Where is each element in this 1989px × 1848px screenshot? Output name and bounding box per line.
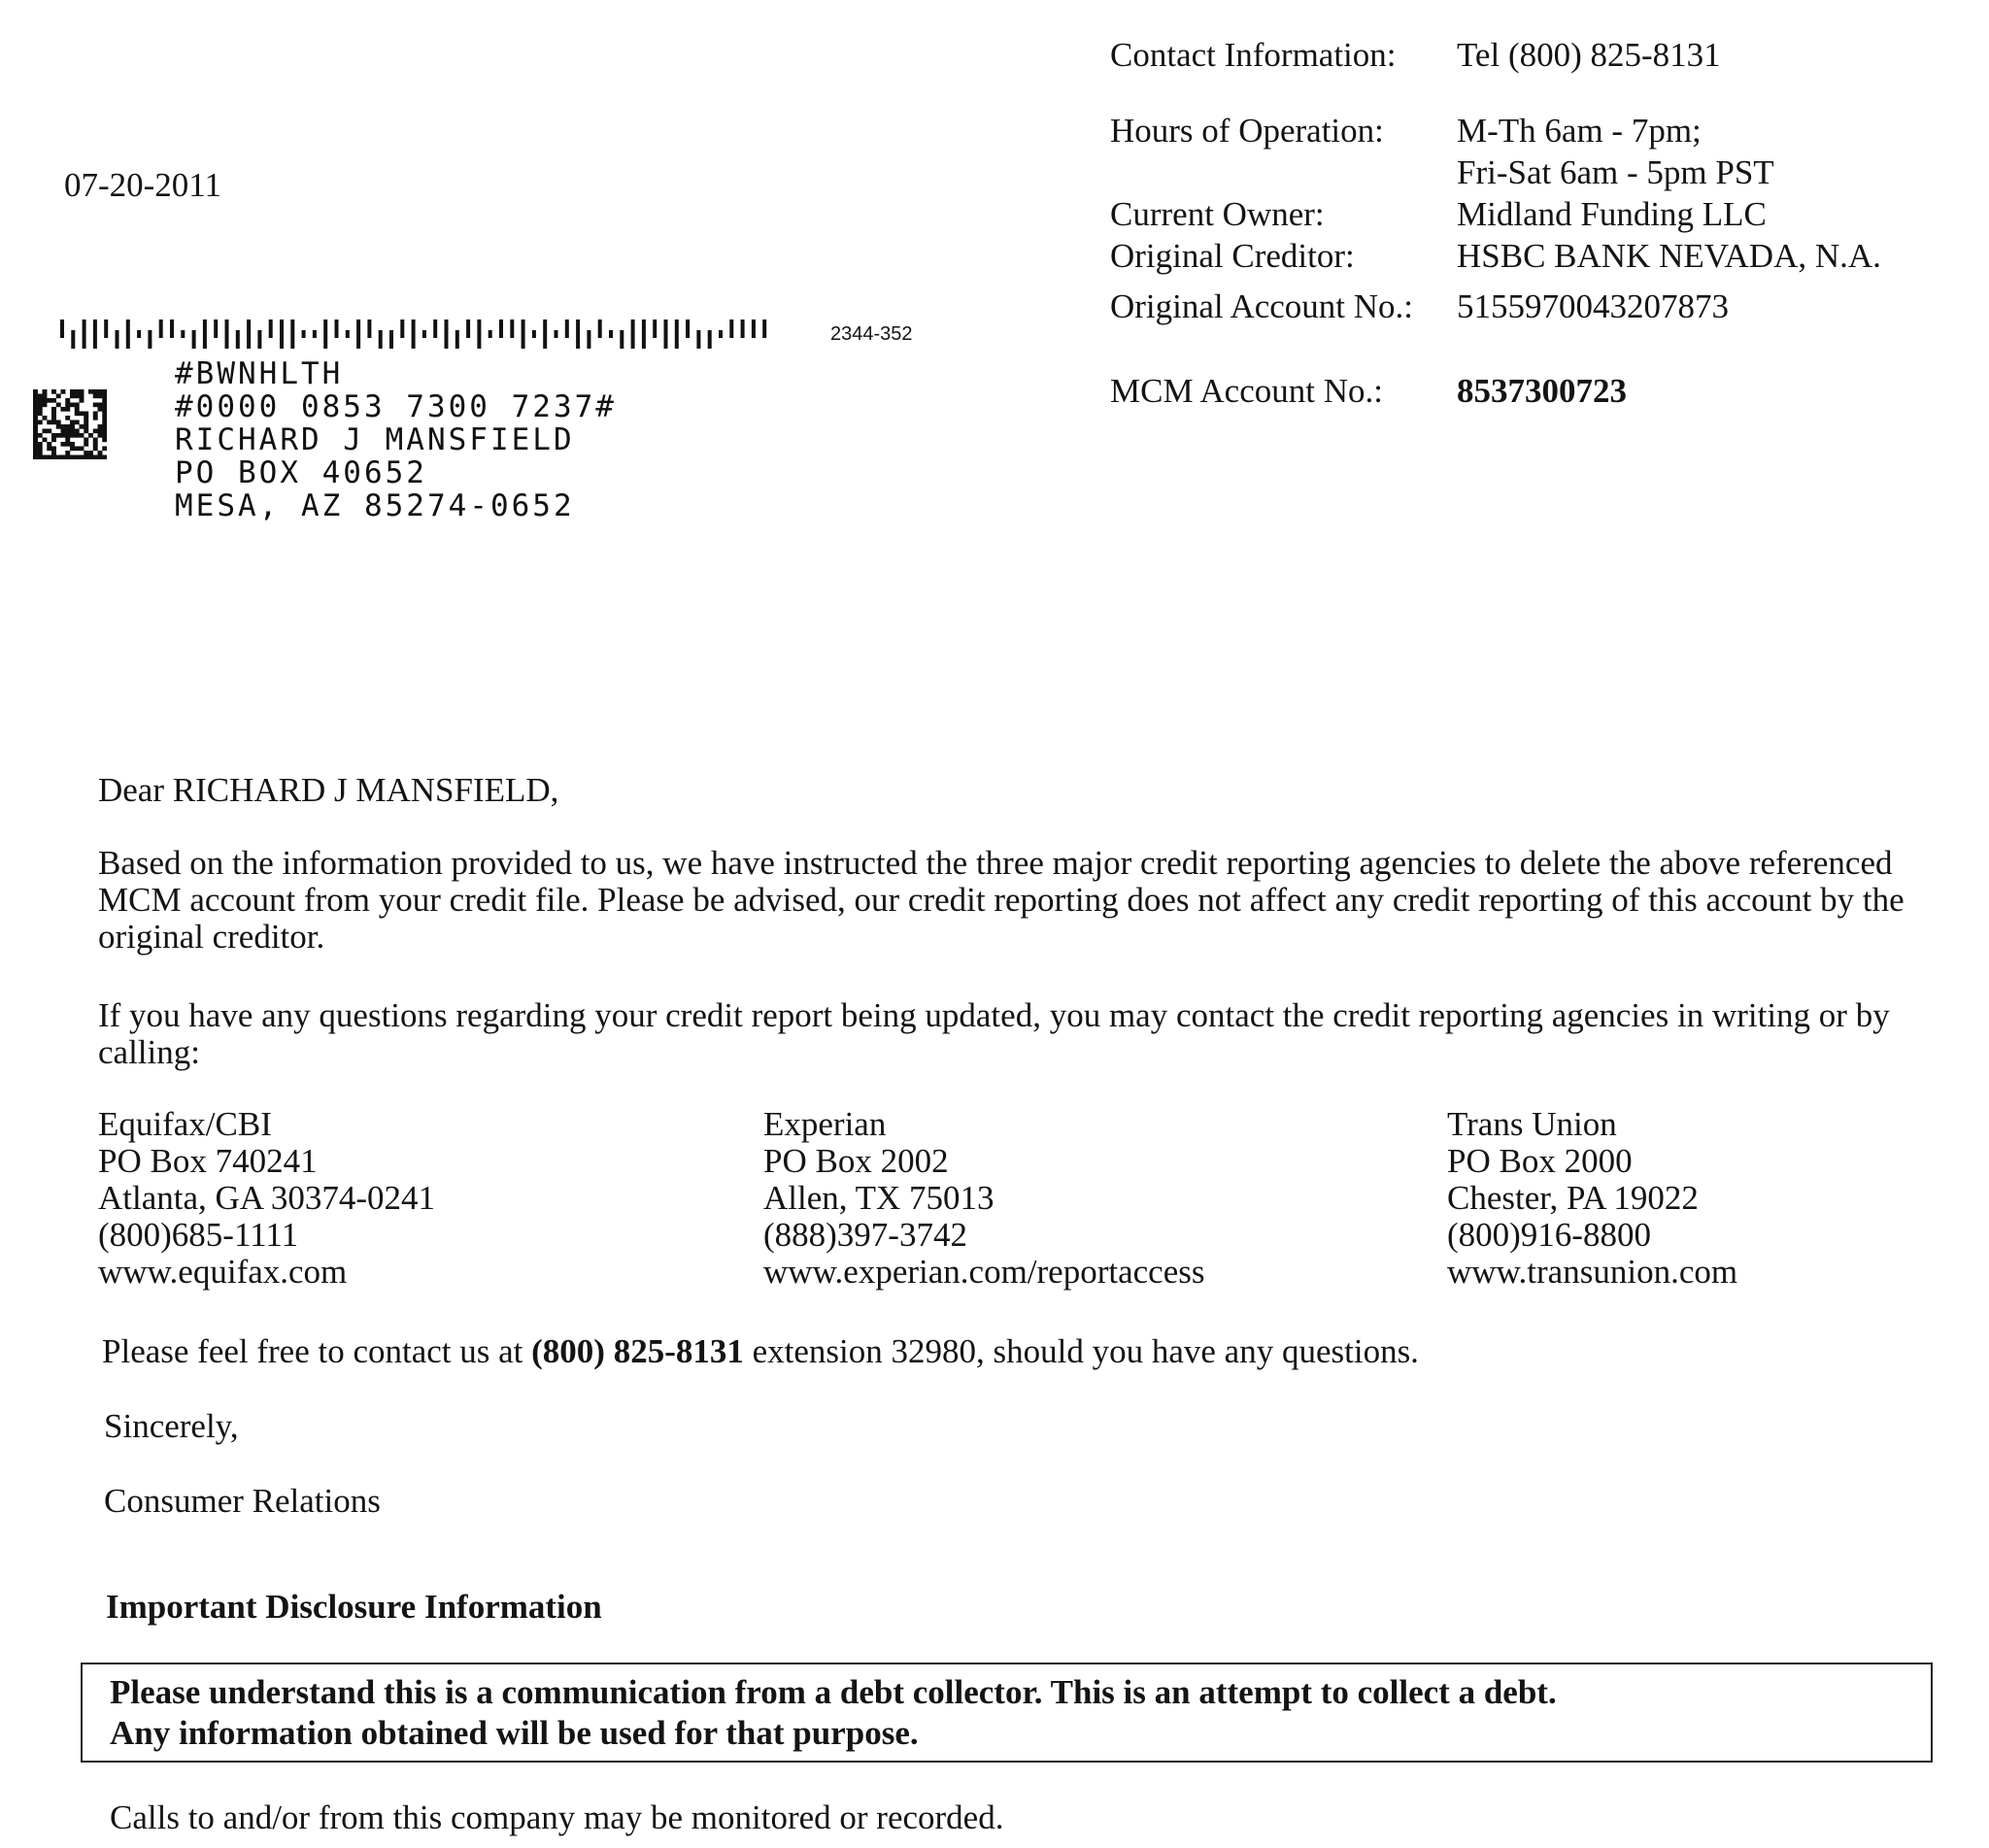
postal-barcode — [60, 319, 779, 349]
notice-line-2: Any information obtained will be used for that purpose. — [110, 1714, 919, 1752]
agency-phone: (800)685-1111 — [98, 1216, 299, 1254]
closing: Sincerely, — [104, 1407, 239, 1445]
agency-name: Experian — [763, 1105, 887, 1143]
mailing-line-account: #0000 0853 7300 7237# — [175, 389, 617, 424]
mcm-account-value: 8537300723 — [1457, 372, 1627, 410]
agency-name: Trans Union — [1447, 1105, 1617, 1143]
salutation: Dear RICHARD J MANSFIELD, — [98, 771, 559, 809]
mailing-address — [175, 357, 617, 522]
agency-phone: (800)916-8800 — [1447, 1216, 1651, 1254]
contact-info-value: Tel (800) 825-8131 — [1457, 36, 1721, 74]
contact-sentence-prefix: Please feel free to contact us at — [102, 1332, 532, 1370]
recording-notice: Calls to and/or from this company may be monitored or recorded. — [110, 1798, 1004, 1836]
agency-phone: (888)397-3742 — [763, 1216, 967, 1254]
agency-name: Equifax/CBI — [98, 1105, 272, 1143]
debt-collector-notice — [81, 1663, 1933, 1763]
contact-sentence-suffix: extension 32980, should you have any questions. — [743, 1332, 1419, 1370]
agency-po-box: PO Box 2000 — [1447, 1142, 1633, 1180]
agency-transunion — [1447, 1106, 1737, 1291]
mailing-line-name: RICHARD J MANSFIELD — [175, 422, 575, 457]
mcm-account-label: MCM Account No.: — [1110, 372, 1383, 410]
agency-website: www.equifax.com — [98, 1253, 348, 1291]
current-owner-value: Midland Funding LLC — [1457, 195, 1767, 233]
body-paragraph-2: If you have any questions regarding your credit report being updated, you may contact the credit reporting agencies in writing or by calling: — [98, 996, 1890, 1071]
disclosure-heading: Important Disclosure Information — [106, 1588, 602, 1626]
mailing-line-code: #BWNHLTH — [175, 356, 344, 391]
notice-line-1: Please understand this is a communication from a debt collector. This is an attempt to collect a debt. — [110, 1673, 1557, 1711]
letter-date: 07-20-2011 — [64, 166, 222, 204]
agency-website: www.transunion.com — [1447, 1253, 1738, 1291]
mailing-line-city: MESA, AZ 85274-0652 — [175, 488, 575, 523]
agency-equifax — [98, 1106, 435, 1291]
data-matrix-code — [33, 389, 107, 459]
original-account-label: Original Account No.: — [1110, 287, 1414, 325]
hours-value-line-1: M-Th 6am - 7pm; — [1457, 112, 1702, 150]
mailing-line-street: PO BOX 40652 — [175, 455, 427, 490]
original-creditor-value: HSBC BANK NEVADA, N.A. — [1457, 237, 1881, 275]
contact-phone: (800) 825-8131 — [531, 1332, 744, 1370]
agency-city: Chester, PA 19022 — [1447, 1179, 1699, 1217]
agency-website: www.experian.com/reportaccess — [763, 1253, 1205, 1291]
body-paragraph-1: Based on the information provided to us, we have instructed the three major credit reporting agencies to delete the above referenced MCM account from your credit file. Please be advised, our credit reporting does not affect any credit reporting of this account by the original creditor. — [98, 844, 1905, 956]
agency-city: Allen, TX 75013 — [763, 1179, 994, 1217]
contact-sentence — [102, 1333, 1419, 1370]
barcode-code: 2344-352 — [830, 323, 913, 345]
contact-info-label: Contact Information: — [1110, 36, 1397, 74]
original-account-value: 5155970043207873 — [1457, 287, 1729, 325]
original-creditor-label: Original Creditor: — [1110, 237, 1355, 275]
hours-label: Hours of Operation: — [1110, 112, 1384, 150]
signature: Consumer Relations — [104, 1482, 381, 1520]
hours-value-line-2: Fri-Sat 6am - 5pm PST — [1457, 153, 1774, 191]
agency-po-box: PO Box 2002 — [763, 1142, 949, 1180]
current-owner-label: Current Owner: — [1110, 195, 1325, 233]
agency-experian — [763, 1106, 1204, 1291]
agency-po-box: PO Box 740241 — [98, 1142, 318, 1180]
agency-city: Atlanta, GA 30374-0241 — [98, 1179, 436, 1217]
